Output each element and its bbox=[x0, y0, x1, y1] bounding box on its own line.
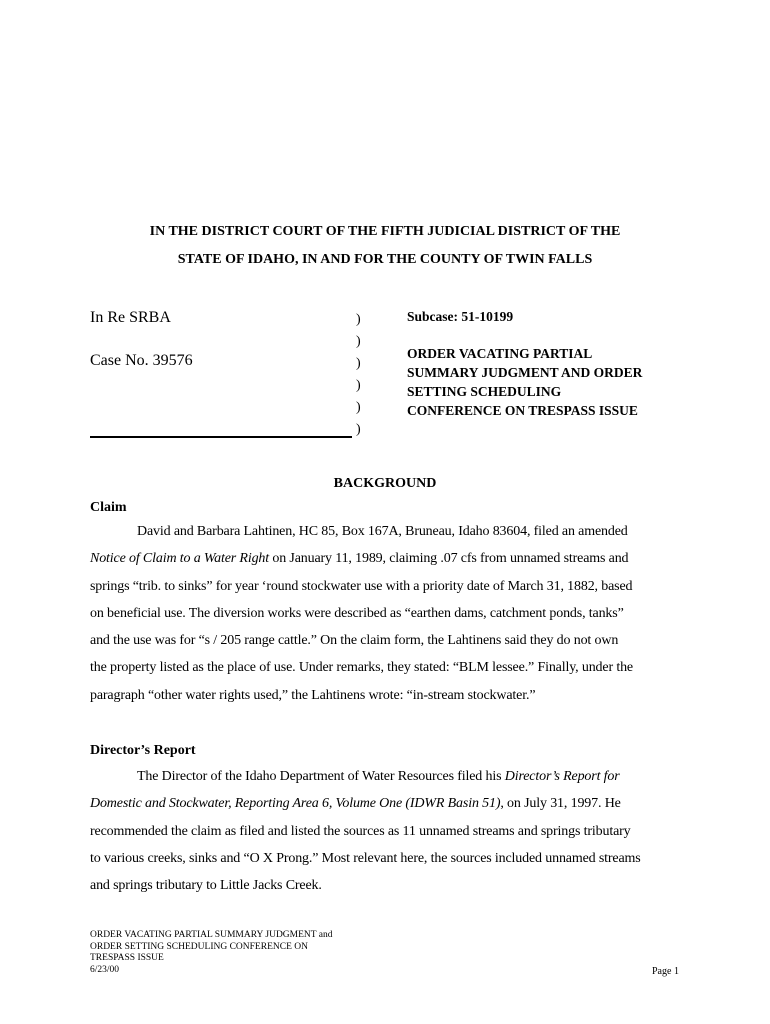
claim-notice-title: Notice of Claim to a Water Right bbox=[90, 551, 270, 567]
director-report-title: Director’s Report for bbox=[504, 769, 620, 784]
footer-line: ORDER VACATING PARTIAL SUMMARY JUDGMENT and bbox=[90, 930, 333, 940]
background-heading: BACKGROUND bbox=[333, 476, 437, 491]
caption-paren: ) bbox=[356, 312, 361, 327]
order-title-line: SETTING SCHEDULING bbox=[407, 384, 562, 399]
caption-rule bbox=[90, 436, 352, 438]
court-heading-line-1: IN THE DISTRICT COURT OF THE FIFTH JUDICIAL DISTRICT OF THE bbox=[149, 224, 621, 239]
claim-line: springs “trib. to sinks” for year ‘round stockwater use with a priority date of March 31, 1882, based bbox=[90, 578, 633, 594]
director-report-paragraph bbox=[90, 763, 686, 899]
claim-line: on beneficial use. The diversion works were described as “earthen dams, catchment ponds, tanks” bbox=[90, 605, 624, 621]
director-line: , on July 31, 1997. He bbox=[500, 796, 621, 812]
footer-line: ORDER SETTING SCHEDULING CONFERENCE ON bbox=[90, 941, 308, 952]
director-line: and springs tributary to Little Jacks Creek. bbox=[90, 878, 322, 894]
director-report-heading: Director’s Report bbox=[90, 743, 196, 758]
footer-date: 6/23/00 bbox=[90, 964, 120, 975]
director-line: The Director of the Idaho Department of Water Resources filed his bbox=[137, 769, 505, 784]
claim-heading: Claim bbox=[90, 500, 127, 515]
claim-line: the property listed as the place of use. Under remarks, they stated: “BLM lessee.” Finally, under the bbox=[90, 660, 633, 676]
case-number: Case No. 39576 bbox=[90, 352, 193, 369]
claim-line: and the use was for “s / 205 range cattle.” On the claim form, the Lahtinens said they do not own bbox=[90, 633, 619, 649]
claim-line: on January 11, 1989, claiming .07 cfs from unnamed streams and bbox=[269, 551, 629, 567]
court-heading-line-2: STATE OF IDAHO, IN AND FOR THE COUNTY OF TWIN FALLS bbox=[177, 252, 593, 267]
claim-line: paragraph “other water rights used,” the Lahtinens wrote: “in-stream stockwater.” bbox=[90, 687, 536, 703]
caption-paren: ) bbox=[356, 356, 361, 371]
footer-line: TRESPASS ISSUE bbox=[90, 953, 164, 963]
caption-paren: ) bbox=[356, 422, 361, 437]
director-line: to various creeks, sinks and “O X Prong.” Most relevant here, the sources included unnamed streams bbox=[90, 850, 641, 866]
claim-paragraph bbox=[90, 518, 686, 709]
director-report-title-cont: Domestic and Stockwater, Reporting Area 6, Volume One (IDWR Basin 51) bbox=[90, 796, 501, 812]
page-number: Page 1 bbox=[652, 966, 679, 977]
caption-paren: ) bbox=[356, 400, 361, 415]
caption-paren: ) bbox=[356, 334, 361, 349]
order-title-line: CONFERENCE ON TRESPASS ISSUE bbox=[407, 403, 638, 418]
page-footer bbox=[90, 930, 410, 976]
director-line: recommended the claim as filed and listed the sources as 11 unnamed streams and springs tributary bbox=[90, 823, 631, 839]
claim-line: David and Barbara Lahtinen, HC 85, Box 167A, Bruneau, Idaho 83604, filed an amended bbox=[137, 524, 628, 539]
order-title-line: SUMMARY JUDGMENT AND ORDER bbox=[407, 365, 643, 380]
subcase-number: Subcase: 51-10199 bbox=[407, 309, 514, 324]
caption-paren: ) bbox=[356, 378, 361, 393]
order-title bbox=[407, 344, 707, 420]
order-title-line: ORDER VACATING PARTIAL bbox=[407, 346, 593, 361]
in-re-label: In Re SRBA bbox=[90, 309, 171, 326]
